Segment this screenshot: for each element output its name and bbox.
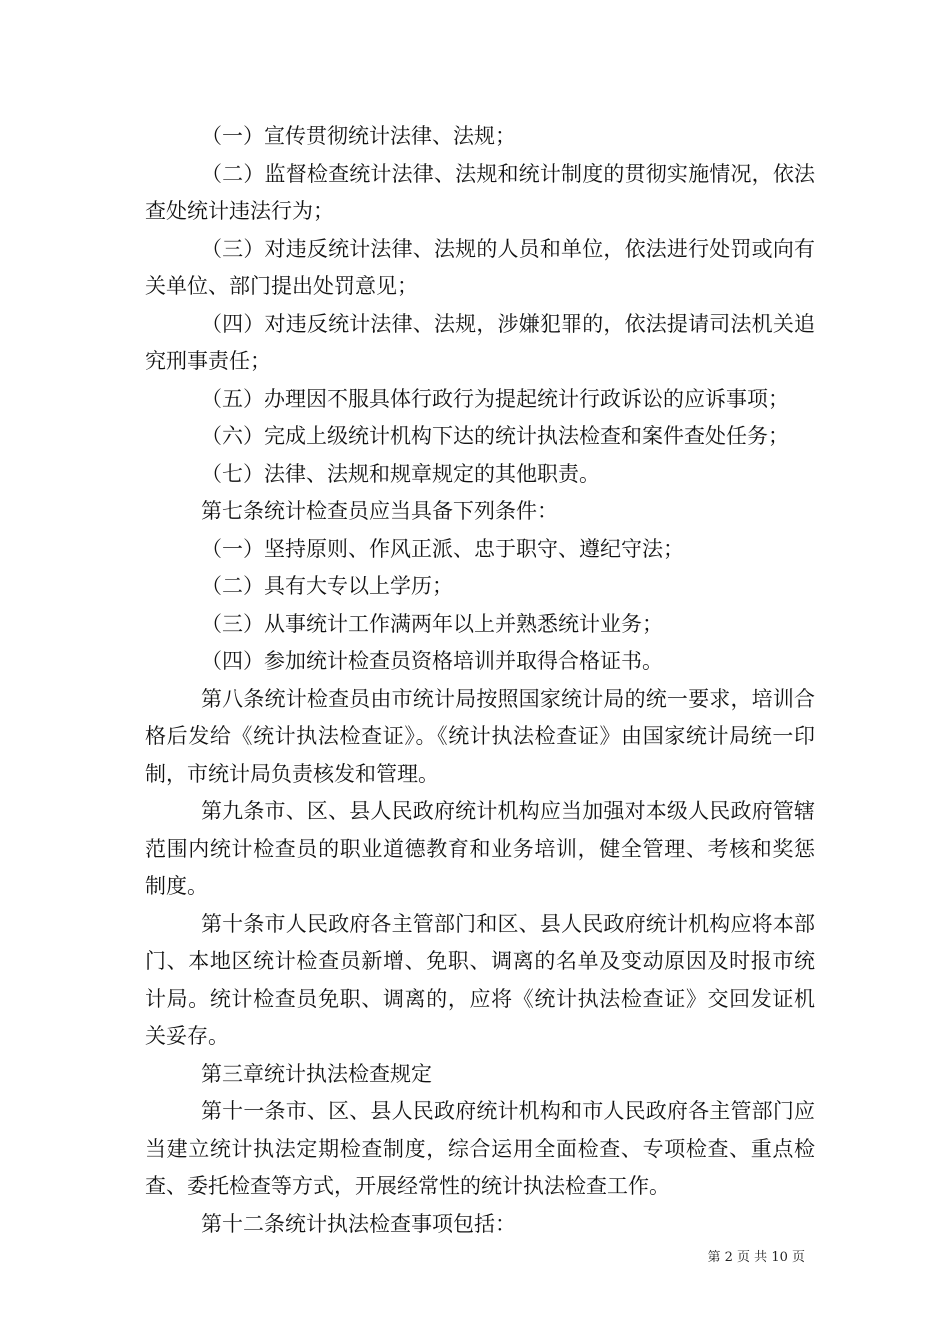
- paragraph-duty-5: （五）办理因不服具体行政行为提起统计行政诉讼的应诉事项；: [201, 386, 789, 411]
- page-number-footer: 第 2 页 共 10 页: [707, 1250, 805, 1265]
- paragraph-article-7: 第七条统计检查员应当具备下列条件：: [201, 499, 558, 523]
- paragraph-condition-3: （三）从事统计工作满两年以上并熟悉统计业务；: [201, 611, 663, 636]
- paragraph-article-8: 第八条统计检查员由市统计局按照国家统计局的统一要求，培训合格后发给《统计执法检查证》。《统计执法检查证》由国家统计局统一印制，市统计局负责核发和管理。: [145, 686, 815, 786]
- paragraph-condition-2: （二）具有大专以上学历；: [201, 574, 453, 598]
- paragraph-article-10: 第十条市人民政府各主管部门和区、县人民政府统计机构应将本部门、本地区统计检查员新增、免职、调离的名单及变动原因及时报市统计局。统计检查员免职、调离的，应将《统计执法检查证》交回发证机关妥存。: [145, 911, 815, 1048]
- paragraph-condition-1: （一）坚持原则、作风正派、忠于职守、遵纪守法；: [201, 536, 684, 561]
- paragraph-duty-6: （六）完成上级统计机构下达的统计执法检查和案件查处任务；: [201, 424, 789, 448]
- paragraph-condition-4: （四）参加统计检查员资格培训并取得合格证书。: [201, 649, 663, 673]
- paragraph-duty-7: （七）法律、法规和规章规定的其他职责。: [201, 461, 600, 486]
- paragraph-article-9: 第九条市、区、县人民政府统计机构应当加强对本级人民政府管辖范围内统计检查员的职业道德教育和业务培训，健全管理、考核和奖惩制度。: [145, 799, 815, 898]
- paragraph-duty-2: （二）监督检查统计法律、法规和统计制度的贯彻实施情况，依法查处统计违法行为；: [145, 161, 815, 223]
- paragraph-article-11: 第十一条市、区、县人民政府统计机构和市人民政府各主管部门应当建立统计执法定期检查制度，综合运用全面检查、专项检查、重点检查、委托检查等方式，开展经常性的统计执法检查工作。: [145, 1099, 815, 1198]
- chapter-3-heading: 第三章统计执法检查规定: [201, 1061, 432, 1086]
- paragraph-article-12: 第十二条统计执法检查事项包括：: [201, 1211, 516, 1236]
- paragraph-duty-1: （一）宣传贯彻统计法律、法规；: [201, 124, 516, 148]
- paragraph-duty-3: （三）对违反统计法律、法规的人员和单位，依法进行处罚或向有关单位、部门提出处罚意见；: [145, 236, 815, 298]
- document-body: [145, 118, 815, 1243]
- paragraph-duty-4: （四）对违反统计法律、法规，涉嫌犯罪的，依法提请司法机关追究刑事责任；: [145, 311, 815, 373]
